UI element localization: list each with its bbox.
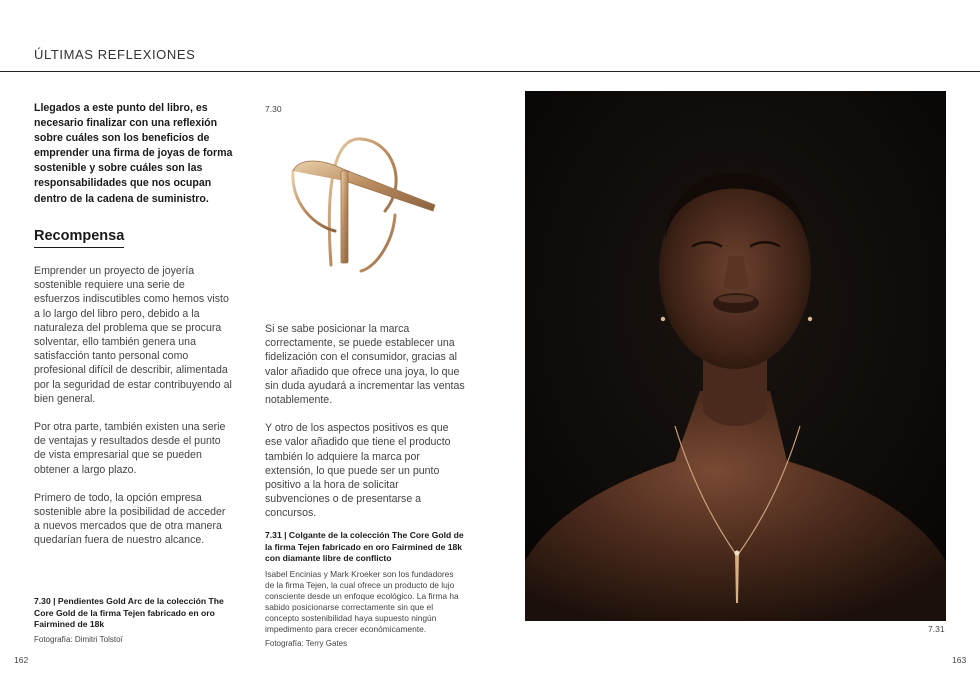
body-paragraph: Y otro de los aspectos positivos es que ese valor añadido que tiene el producto también lo adquiere la marca por extensión, lo que puede ser un punto positivo a la hora de solicitar subvenciones o de presentarse a concursos.: [265, 422, 451, 520]
body-column-2: [265, 322, 465, 535]
caption-description: Isabel Encinias y Mark Kroeker son los fundadores de la firma Tejen, la cual ofrece un producto de lujo consciente desde un enfoque ecológico. La firma ha sabido posicionarse correctamente sin que el concepto sostenibilidad haya supuesto ningún impedimento para crecer económicamente.: [265, 568, 459, 634]
figure-label-7-30: 7.30: [265, 104, 282, 114]
header-rule: [0, 71, 980, 72]
caption-title: 7.31 | Colgante de la colección The Core Gold de la firma Tejen fabricado en oro Fairmined de 18k con diamante libre de conflicto: [265, 530, 464, 563]
intro-paragraph: Llegados a este punto del libro, es necesario finalizar con una reflexión sobre cuáles son los beneficios de emprender una firma de joyas de forma sostenible y sobre cuáles son las responsabilidades que nos ocupan dentro de la cadena de suministro.: [34, 102, 233, 205]
figure-label-7-31: 7.31: [928, 624, 945, 634]
body-paragraph: Si se sabe posicionar la marca correctamente, se puede establecer una fidelización con el consumidor, gracias al valor añadido que ofrece una joya, lo que sin duda ayudará a incrementar las ventas notablemente.: [265, 323, 465, 407]
caption-7-30: [34, 596, 234, 644]
caption-7-31: [265, 530, 465, 648]
photo-credit: Fotografía: Dimitri Tolstoï: [34, 634, 123, 644]
page-number-left: 162: [14, 655, 29, 665]
subheading-recompensa: Recompensa: [34, 228, 124, 248]
photo-credit: Fotografía: Terry Gates: [265, 638, 348, 648]
body-paragraph: Primero de todo, la opción empresa sostenible abre la posibilidad de acceder a nuevos mercados que de otra manera quedarían fuera de nuestro alcance.: [34, 491, 226, 547]
gold-arc-earring-illustration: [283, 133, 443, 273]
section-title: ÚLTIMAS REFLEXIONES: [34, 47, 196, 62]
body-paragraph: Por otra parte, también existen una serie de ventajas y resultados desde el punto de vista empresarial que se pueden obtener a largo plazo.: [34, 421, 226, 476]
page-number-right: 163: [952, 655, 967, 665]
caption-title: 7.30 | Pendientes Gold Arc de la colección The Core Gold de la firma Tejen fabricado en oro Fairmined de 18k: [34, 596, 224, 629]
body-paragraph: Emprender un proyecto de joyería sostenible requiere una serie de esfuerzos indiscutibles como hemos visto a lo largo del libro pero, debido a la naturaleza del problema que se procura solventar, ello también genera una satisfacción tanto personal como profesional difícil de describir, alimentada por la seguridad de estar contribuyendo al bien general.: [34, 265, 232, 405]
portrait-photo: [525, 91, 946, 621]
body-column-1: [34, 264, 232, 562]
